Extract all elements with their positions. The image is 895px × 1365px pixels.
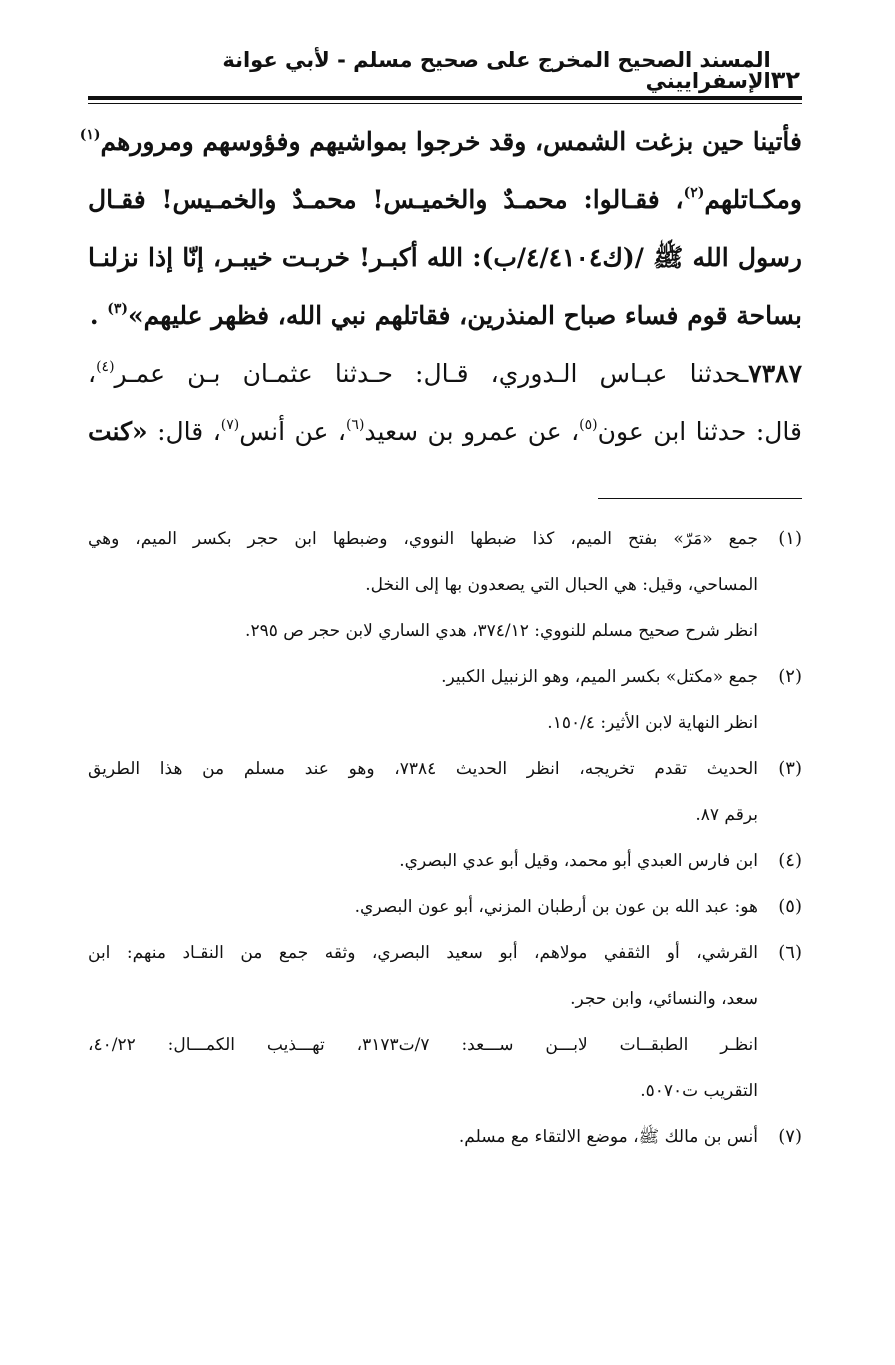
main-line-5-end: ، [88,359,97,388]
main-line-1 [79,113,802,171]
footnote-line: سعد، والنسائي، وابن حجر. [570,989,758,1009]
footnote-line: هو: عبد الله بن عون بن أرطبان المزني، أبو عون البصري. [354,897,758,917]
footnote-number: (٦) [778,942,802,963]
running-header [90,48,800,94]
footnote-ref-2[interactable]: (٢) [683,184,705,201]
footnote-2 [88,654,802,746]
main-line-4-end: . [89,301,99,330]
main-line-2-text-b: ، فقـالوا: محمـدٌ والخميـس! محمـدٌ والخمـيس! فقـال [88,185,684,214]
footnote-6 [88,930,802,1114]
footnote-line: المساحي، وقيل: هي الحبال التي يصعدون بها إلى النخل. [365,575,758,595]
footnote-line: انظـر الطبقــات لابـــن ســـعد: ٧/ت٣١٧٣، تهـــذيب الكمـــال: ٤٠/٢٢، [88,1035,758,1055]
main-line-5-text: ـحدثنا عبـاس الـدوري، قـال: حـدثنا عثمـان بـن عمـر [114,359,749,388]
footnote-body [88,746,758,838]
footnote-line: انظر النهاية لابن الأثير: ١٥٠/٤. [547,713,758,733]
footnote-line: التقريب ت٥٠٧٠. [640,1081,758,1101]
main-line-1-text: فأتينا حين بزغت الشمس، وقد خرجوا بمواشيهم وفؤوسهم ومرورهم [100,127,802,156]
footnote-ref-7[interactable]: (٧) [220,416,240,433]
footnote-line: ابن فارس العبدي أبو محمد، وقيل أبو عدي البصري. [399,851,758,871]
footnote-ref-4[interactable]: (٤) [96,358,115,375]
footnote-body [88,1114,758,1160]
page-number: ٣٢ [770,66,800,94]
main-line-6-text-a: قال: حدثنا ابن عون [597,417,802,446]
main-line-6-text-d: ، قال: [147,417,221,446]
header-rule-thick [88,96,802,100]
footnote-number: (٧) [778,1126,802,1147]
main-line-2 [88,171,802,229]
footnote-line: الحديث تقدم تخريجه، انظر الحديث ٧٣٨٤، وهو عند مسلم من هذا الطريق [88,759,759,779]
footnote-separator [598,498,802,499]
footnote-body [88,930,758,1114]
footnote-number: (٣) [778,758,802,779]
footnote-body [88,654,758,746]
main-line-6-text-c: ، عن أنس [239,417,346,446]
main-line-6 [88,403,802,461]
footnote-line: برقم ٨٧. [695,805,758,825]
footnote-7 [88,1114,802,1160]
footnotes [88,516,802,1160]
footnote-ref-5[interactable]: (٥) [579,416,598,433]
footnote-line: جمع «مَرّ» بفتح الميم، كذا ضبطها النووي، وضبطها ابن حجر بكسر الميم، وهي [88,529,758,549]
footnote-number: (٥) [778,896,802,917]
footnote-line: انظر شرح صحيح مسلم للنووي: ٣٧٤/١٢، هدي الساري لابن حجر ص ٢٩٥. [245,621,758,641]
footnote-1 [88,516,802,654]
main-line-5 [88,345,802,403]
main-line-3 [88,229,802,287]
footnote-4 [88,838,802,884]
main-line-3-text: رسول الله ﷺ /(ك٤/٤١٠٤/ب): الله أكبـر! خربـت خيبـر، إنّا إذا نزلنـا [88,243,803,272]
footnote-line: القرشي، أو الثقفي مولاهم، أبو سعيد البصري، وثقه جمع من النقـاد منهم: ابن [88,943,758,963]
hadith-number: ٧٣٨٧ [748,359,802,388]
main-line-6-text-b: ، عن عمرو بن سعيد [364,417,580,446]
footnote-number: (٢) [778,666,802,687]
footnote-line: جمع «مكتل» بكسر الميم، وهو الزنبيل الكبير. [441,667,758,687]
footnote-5 [88,884,802,930]
main-line-6-text-e: «كنت [88,417,148,446]
footnote-ref-1[interactable]: (١) [79,126,101,143]
main-line-4 [88,287,802,345]
header-rule-thin [88,103,802,104]
footnote-number: (١) [778,528,802,549]
footnote-body [88,838,758,884]
footnote-number: (٤) [778,850,802,871]
main-line-4-text: بساحة قوم فساء صباح المنذرين، فقاتلهم نبي الله، فظهر عليهم» [128,301,802,330]
main-text [79,113,803,461]
footnote-ref-6[interactable]: (٦) [345,416,365,433]
footnote-body [88,516,758,654]
footnote-line: أنس بن مالك ﷺ، موضع الالتقاء مع مسلم. [458,1127,758,1147]
book-title: المسند الصحيح المخرج على صحيح مسلم - لأبي عوانة الإسفراييني [222,48,771,93]
footnote-ref-3[interactable]: (٣) [107,300,129,317]
footnote-body [88,884,758,930]
main-line-2-text-a: ومكـاتلهم [704,185,802,214]
footnote-3 [88,746,802,838]
